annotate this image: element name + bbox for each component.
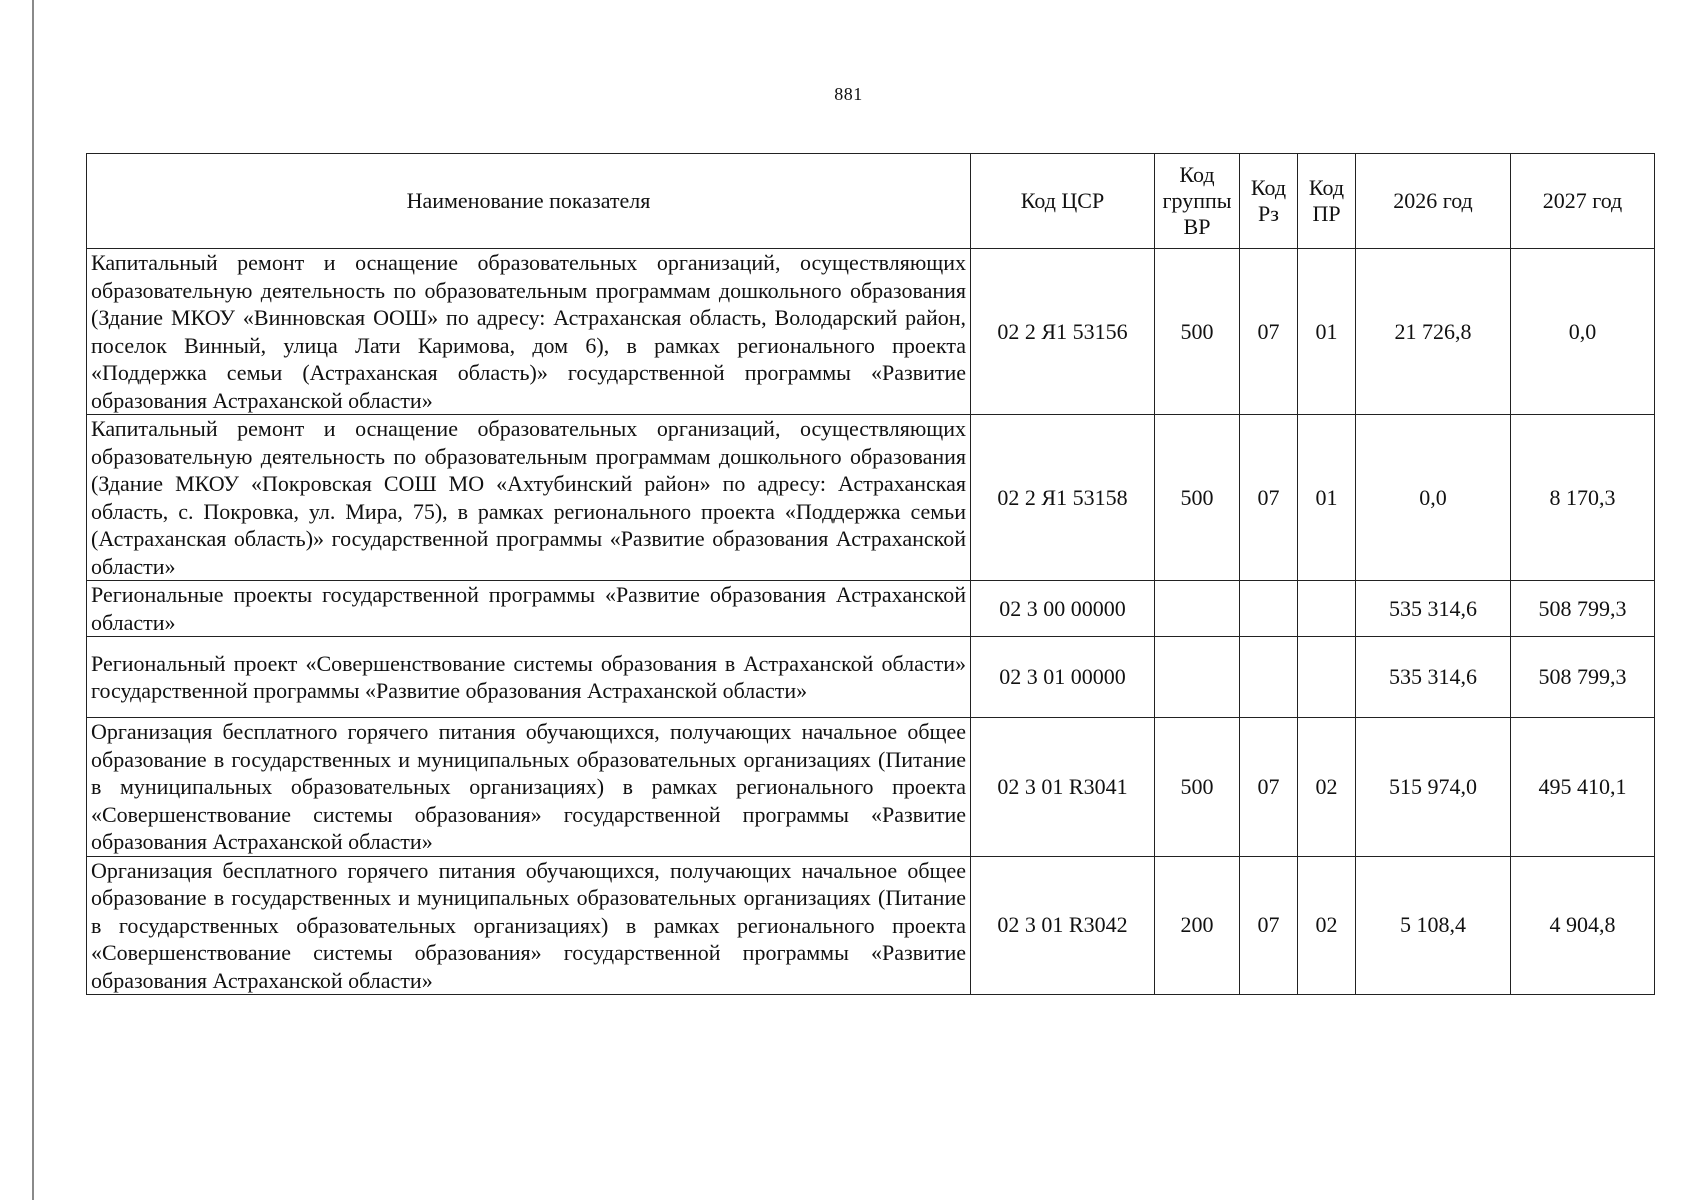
row-value-2027: 8 170,3 [1511,415,1655,581]
row-csr-code: 02 3 01 R3042 [971,856,1155,995]
row-value-2026: 535 314,6 [1356,581,1511,637]
row-rz-code: 07 [1240,718,1298,857]
page-number: 881 [834,84,863,104]
row-value-2026: 5 108,4 [1356,856,1511,995]
row-value-2027: 4 904,8 [1511,856,1655,995]
row-pr-code [1298,581,1356,637]
row-name: Капитальный ремонт и оснащение образовательных организаций, осуществляющих образовательную деятельность по образовательным программам дошкольного образования (Здание МКОУ «Покровская СОШ МО «Ахтубинский район» по адресу: Астраханская область, с. Покровка, ул. Мира, 75), в рамках регионального проекта «Поддержка семьи (Астраханская область)» государственной программы «Развитие образования Астраханской области» [87,415,971,581]
row-pr-code: 01 [1298,249,1356,415]
row-rz-code [1240,581,1298,637]
row-vr-code: 200 [1155,856,1240,995]
row-name: Капитальный ремонт и оснащение образовательных организаций, осуществляющих образовательную деятельность по образовательным программам дошкольного образования (Здание МКОУ «Винновская ООШ» по адресу: Астраханская область, Володарский район, поселок Винный, улица Лати Каримова, дом 6), в рамках регионального проекта «Поддержка семьи (Астраханская область)» государственной программы «Развитие образования Астраханской области» [87,249,971,415]
row-rz-code: 07 [1240,415,1298,581]
header-pr-code: Код ПР [1298,154,1356,249]
row-csr-code: 02 3 01 R3041 [971,718,1155,857]
row-csr-code: 02 3 00 00000 [971,581,1155,637]
row-rz-code [1240,637,1298,718]
row-value-2026: 0,0 [1356,415,1511,581]
header-rz-code: Код Рз [1240,154,1298,249]
header-year-2027: 2027 год [1511,154,1655,249]
row-name: Региональный проект «Совершенствование системы образования в Астраханской области» государственной программы «Развитие образования Астраханской области» [87,637,971,718]
row-csr-code: 02 2 Я1 53156 [971,249,1155,415]
row-vr-code: 500 [1155,415,1240,581]
row-value-2027: 495 410,1 [1511,718,1655,857]
table-header-row [87,154,1655,249]
table-row [87,856,1655,995]
row-value-2027: 508 799,3 [1511,581,1655,637]
row-value-2026: 515 974,0 [1356,718,1511,857]
row-vr-code [1155,581,1240,637]
row-vr-code [1155,637,1240,718]
table-row [87,718,1655,857]
row-pr-code: 01 [1298,415,1356,581]
row-name: Организация бесплатного горячего питания обучающихся, получающих начальное общее образование в государственных и муниципальных образовательных организациях (Питание в муниципальных образовательных организациях) в рамках регионального проекта «Совершенствование системы образования» государственной программы «Развитие образования Астраханской области» [87,718,971,857]
row-rz-code: 07 [1240,249,1298,415]
header-name: Наименование показателя [87,154,971,249]
row-value-2027: 0,0 [1511,249,1655,415]
table-row [87,581,1655,637]
binding-margin-line [32,0,34,1200]
table-row [87,415,1655,581]
header-csr-code: Код ЦСР [971,154,1155,249]
row-name: Региональные проекты государственной программы «Развитие образования Астраханской области» [87,581,971,637]
table-row [87,637,1655,718]
row-value-2026: 535 314,6 [1356,637,1511,718]
row-vr-code: 500 [1155,249,1240,415]
budget-table [86,153,1655,995]
table-row [87,249,1655,415]
row-pr-code: 02 [1298,718,1356,857]
header-year-2026: 2026 год [1356,154,1511,249]
row-value-2026: 21 726,8 [1356,249,1511,415]
header-vr-code: Код группы ВР [1155,154,1240,249]
row-rz-code: 07 [1240,856,1298,995]
row-name: Организация бесплатного горячего питания обучающихся, получающих начальное общее образование в государственных и муниципальных образовательных организациях (Питание в государственных образовательных организациях) в рамках регионального проекта «Совершенствование системы образования» государственной программы «Развитие образования Астраханской области» [87,856,971,995]
row-pr-code: 02 [1298,856,1356,995]
row-value-2027: 508 799,3 [1511,637,1655,718]
row-pr-code [1298,637,1356,718]
row-csr-code: 02 2 Я1 53158 [971,415,1155,581]
row-csr-code: 02 3 01 00000 [971,637,1155,718]
row-vr-code: 500 [1155,718,1240,857]
